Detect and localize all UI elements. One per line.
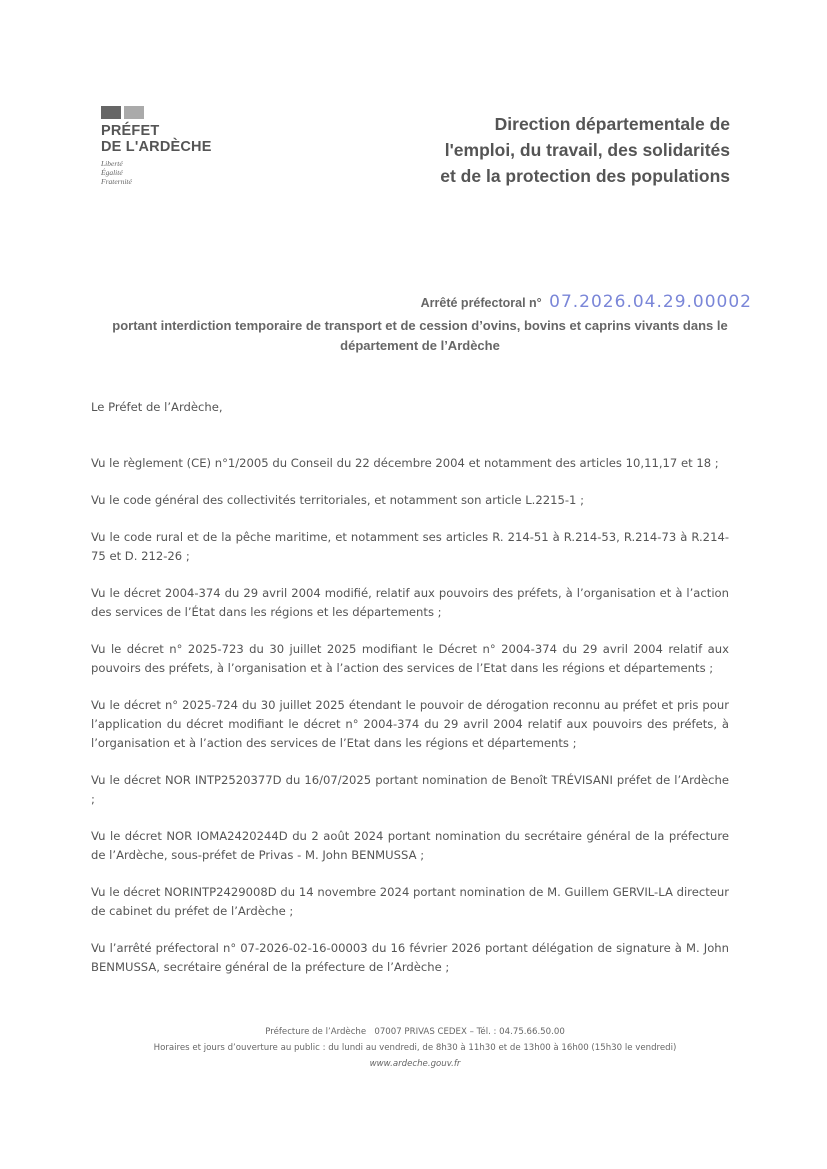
logo-line1: PRÉFET [101,123,160,139]
logo-line2: DE L'ARDÈCHE [101,139,212,155]
arrete-label: Arrêté préfectoral n° [420,296,542,310]
department-line: et de la protection des populations [440,166,730,186]
visa-paragraph: Vu le code général des collectivités territoriales, et notamment son article L.2215-1 ; [91,493,584,507]
prefecture-logo [101,106,212,186]
logo-motto [101,159,212,186]
motto-egalite: Égalité [101,168,123,177]
document-body [91,398,729,995]
arrete-number-stamp: 07.2026.04.29.00002 [549,292,752,312]
visa-paragraph: Vu le décret n° 2025-723 du 30 juillet 2025 modifiant le Décret n° 2004-374 du 29 avril 2004 relatif aux pouvoirs des préfets, à l’organisation et à l’action des services de l’Etat dans les régions et départements ; [91,642,729,675]
motto-liberte: Liberté [101,159,123,168]
visa-paragraph: Vu le code rural et de la pêche maritime, et notamment ses articles R. 214-51 à R.214-53, R.214-73 à R.214-75 et D. 212-26 ; [91,530,729,563]
visa-paragraph: Vu l’arrêté préfectoral n° 07-2026-02-16-00003 du 16 février 2026 portant délégation de signature à M. John BENMUSSA, secrétaire général de la préfecture de l’Ardèche ; [91,941,729,974]
visa-paragraph: Vu le décret 2004-374 du 29 avril 2004 modifié, relatif aux pouvoirs des préfets, à l’organisation et à l’action des services de l’État dans les régions et les départements ; [91,586,729,619]
visa-paragraph: Vu le décret NORINTP2429008D du 14 novembre 2024 portant nomination de M. Guillem GERVIL-LA directeur de cabinet du préfet de l’Ardèche ; [91,885,729,918]
intro: Le Préfet de l’Ardèche, [91,400,223,414]
marianne-logo-icon [101,106,212,119]
visa-paragraph: Vu le décret NOR INTP2520377D du 16/07/2025 portant nomination de Benoît TRÉVISANI préfet de l’Ardèche ; [91,773,729,806]
arrete-subject: portant interdiction temporaire de transport et de cession d’ovins, bovins et caprins vivants dans le département de l’Ardèche [112,318,728,353]
motto-fraternite: Fraternité [101,177,132,186]
visa-paragraph: Vu le décret n° 2025-724 du 30 juillet 2025 étendant le pouvoir de dérogation reconnu au préfet et pris pour l’application du décret modifiant le décret n° 2004-374 du 29 avril 2004 relatif aux pouvoirs des préfets, à l’organisation et à l’action des services de l’Etat dans les régions et départements ; [91,698,729,750]
department-line: Direction départementale de [494,114,730,134]
footer-address: Préfecture de l’Ardèche 07007 PRIVAS CEDEX – Tél. : 04.75.66.50.00 [265,1027,565,1037]
footer-website[interactable]: www.ardeche.gouv.fr [369,1059,461,1069]
footer-hours: Horaires et jours d’ouverture au public : du lundi au vendredi, de 8h30 à 11h30 et de 13h00 à 16h00 (15h30 le vendredi) [153,1043,677,1053]
page-footer [90,1024,740,1072]
department-line: l'emploi, du travail, des solidarités [444,140,730,160]
department-heading [440,111,730,189]
arrete-title [421,292,752,312]
visa-paragraph: Vu le règlement (CE) n°1/2005 du Conseil du 22 décembre 2004 et notamment des articles 10,11,17 et 18 ; [91,456,719,470]
visa-paragraph: Vu le décret NOR IOMA2420244D du 2 août 2024 portant nomination du secrétaire général de la préfecture de l’Ardèche, sous-préfet de Privas - M. John BENMUSSA ; [91,829,729,862]
